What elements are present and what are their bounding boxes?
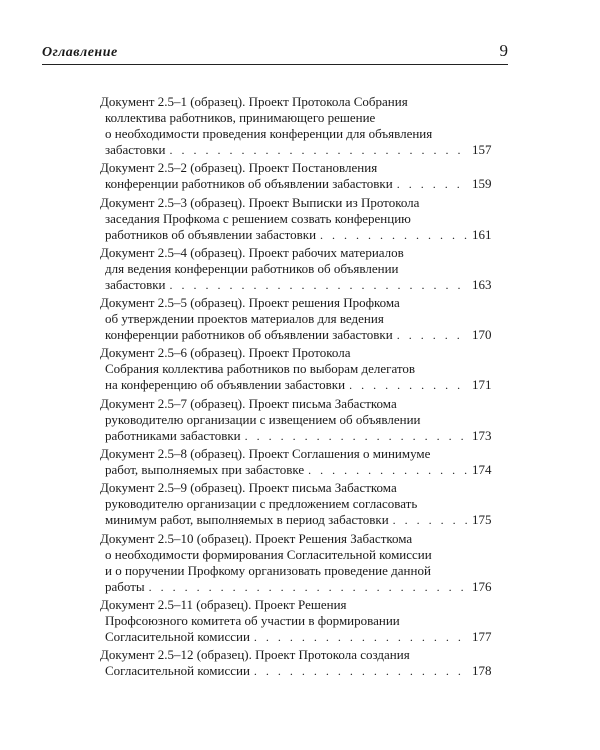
toc-entry-last-line (100, 227, 494, 243)
toc-entry (100, 446, 494, 478)
toc-entry-line: Документ 2.5–1 (образец). Проект Протокола Собрания (100, 94, 408, 109)
toc-entry-line: для ведения конференции работников об объявлении (105, 260, 399, 276)
toc-entry-line: Документ 2.5–3 (образец). Проект Выписки из Протокола (100, 194, 420, 210)
toc-entry-line: о необходимости формирования Согласительной комиссии (105, 546, 432, 562)
toc-entry-last-line (100, 512, 494, 528)
toc-entry-last-line (100, 377, 494, 393)
toc-entry-line: Документ 2.5–12 (образец). Проект Протокола создания (100, 647, 410, 663)
toc-entry-line: Документ 2.5–5 (образец). Проект решения Профкома (100, 295, 400, 311)
toc-entry-line: Документ 2.5–2 (образец). Проект Постановления (100, 160, 378, 176)
dot-leader (254, 663, 468, 679)
toc-entry-line: Собрания коллектива работников по выборам делегатов (105, 361, 416, 377)
table-of-contents (100, 94, 494, 682)
toc-entry-line: Документ 2.5–11 (образец). Проект Решения (100, 596, 347, 612)
toc-page-number: 171 (472, 377, 492, 393)
toc-entry-line: Согласительной комиссии (105, 628, 250, 644)
toc-page-number: 157 (472, 142, 492, 157)
dot-leader (397, 176, 468, 192)
toc-entry-last-line (100, 327, 494, 343)
toc-entry-line: работниками забастовки (105, 427, 241, 443)
toc-page-number: 159 (472, 176, 492, 192)
toc-entry (100, 480, 494, 528)
toc-entry-last-line (100, 277, 494, 293)
toc-entry-last-line (100, 579, 494, 595)
toc-entry-line: Документ 2.5–4 (образец). Проект рабочих материалов (100, 244, 404, 260)
dot-leader (169, 277, 468, 293)
toc-entry (100, 295, 494, 343)
toc-entry-line: конференции работников об объявлении забастовки (105, 176, 393, 192)
section-title: Оглавление (42, 45, 118, 60)
toc-entry (100, 94, 494, 158)
toc-entry-last-line (100, 176, 494, 192)
toc-entry-line: о необходимости проведения конференции для объявления (105, 126, 433, 141)
toc-entry-last-line (100, 629, 494, 645)
toc-page-number: 170 (472, 327, 492, 343)
dot-leader (245, 428, 468, 444)
toc-entry-last-line (100, 663, 494, 679)
dot-leader (308, 462, 468, 478)
dot-leader (349, 377, 468, 393)
toc-entry-line: минимум работ, выполняемых в период забастовки (105, 512, 389, 528)
toc-entry (100, 531, 494, 595)
toc-entry-line: работ, выполняемых при забастовке (105, 462, 305, 478)
toc-entry-line: об утверждении проектов материалов для ведения (105, 311, 384, 327)
toc-entry (100, 597, 494, 645)
toc-entry-line: на конференцию об объявлении забастовки (105, 377, 346, 393)
toc-entry (100, 345, 494, 393)
toc-entry-last-line (100, 462, 494, 478)
toc-entry-line: работы (105, 578, 145, 594)
toc-entry-line: коллектива работников, принимающего решение (105, 110, 376, 125)
toc-entry-line: Документ 2.5–8 (образец). Проект Соглашения о минимуме (100, 446, 431, 462)
toc-page-number: 161 (472, 226, 492, 242)
dot-leader (254, 629, 468, 645)
toc-entry-last-line (100, 428, 494, 444)
toc-entry-line: забастовки (105, 276, 166, 292)
toc-entry-line: Документ 2.5–7 (образец). Проект письма Забасткома (100, 395, 397, 411)
toc-entry-line: Документ 2.5–10 (образец). Проект Решения Забасткома (100, 530, 413, 546)
toc-entry-line: работников об объявлении забастовки (105, 226, 317, 242)
toc-entry (100, 396, 494, 444)
toc-entry (100, 647, 494, 679)
toc-entry (100, 245, 494, 293)
page-number: 9 (499, 41, 508, 60)
dot-leader (169, 142, 468, 158)
toc-entry-line: руководителю организации с извещением об объявлении (105, 411, 421, 427)
toc-entry-line: руководителю организации с предложением согласовать (105, 496, 418, 512)
toc-page-number: 174 (472, 462, 492, 478)
toc-entry-last-line (100, 142, 494, 158)
toc-page-number: 173 (472, 427, 492, 443)
toc-page-number: 176 (472, 578, 492, 594)
toc-entry (100, 195, 494, 243)
dot-leader (393, 512, 468, 528)
toc-entry-line: забастовки (105, 142, 166, 157)
running-head (42, 36, 508, 65)
toc-page-number: 163 (472, 276, 492, 292)
dot-leader (397, 327, 468, 343)
toc-entry-line: и о поручении Профкому организовать проведение данной (105, 562, 431, 578)
toc-entry-line: Согласительной комиссии (105, 663, 250, 679)
toc-page-number: 177 (472, 628, 492, 644)
toc-page-number: 178 (472, 663, 492, 679)
toc-entry-line: Профсоюзного комитета об участии в формировании (105, 612, 400, 628)
toc-entry-line: Документ 2.5–9 (образец). Проект письма Забасткома (100, 480, 397, 496)
dot-leader (320, 227, 468, 243)
dot-leader (149, 579, 468, 595)
toc-entry-line: заседания Профкома с решением созвать конференцию (105, 210, 411, 226)
toc-entry (100, 160, 494, 192)
toc-entry-line: Документ 2.5–6 (образец). Проект Протокола (100, 345, 351, 361)
toc-page-number: 175 (472, 512, 492, 528)
toc-entry-line: конференции работников об объявлении забастовки (105, 327, 393, 343)
